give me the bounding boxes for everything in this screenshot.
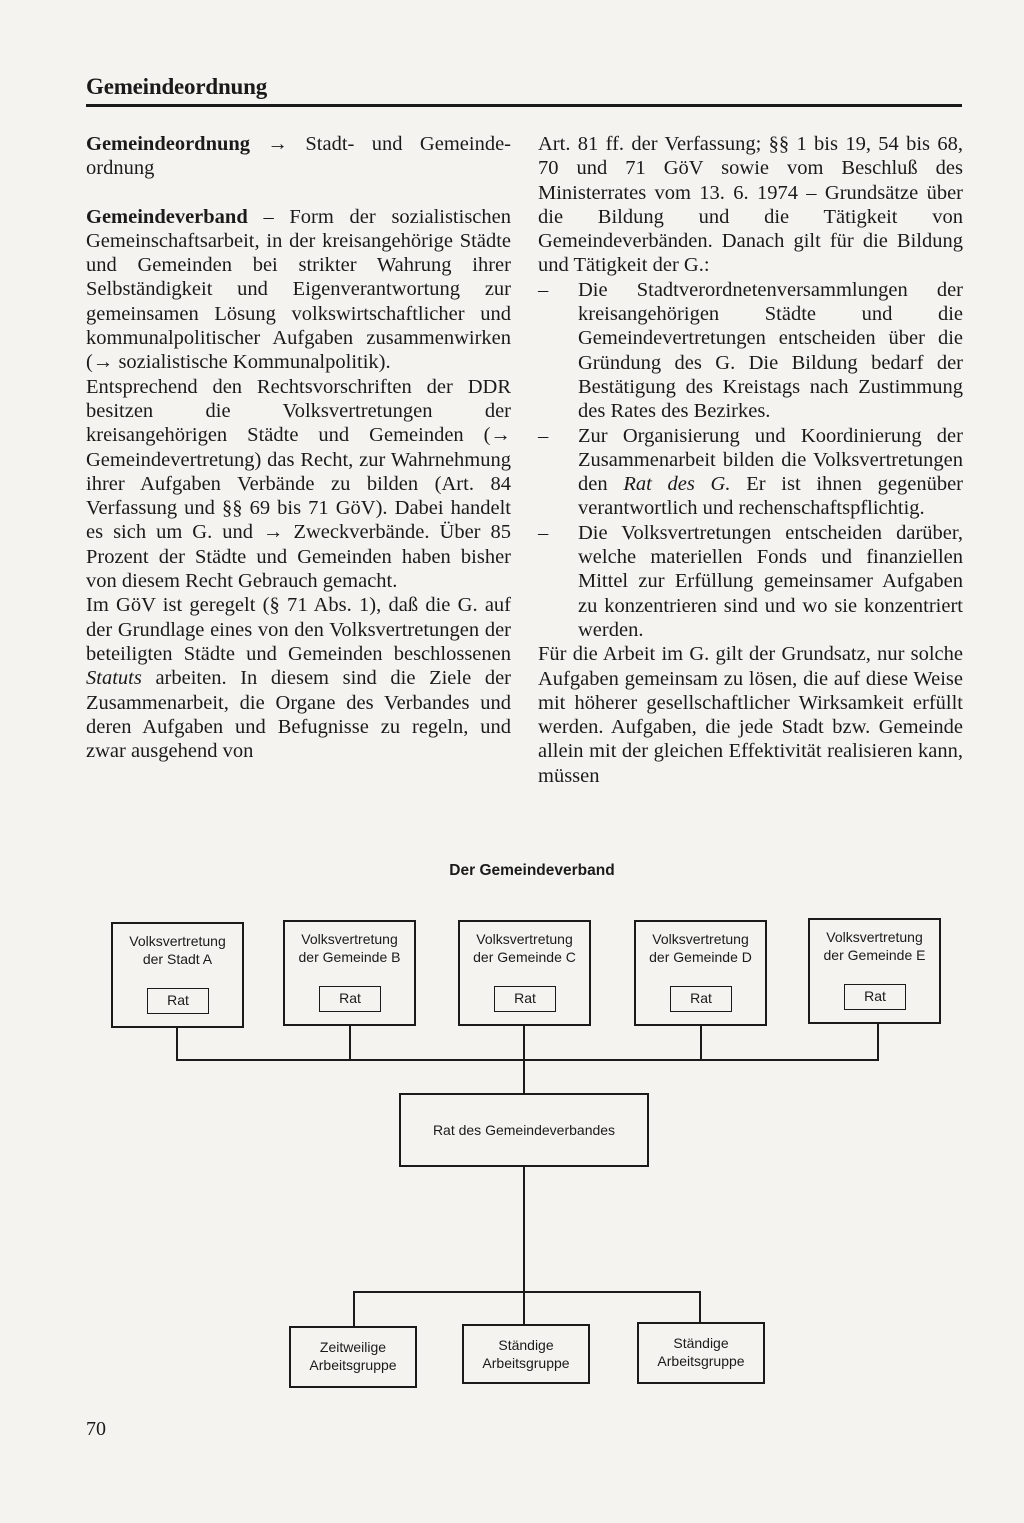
rat-box: Rat (319, 986, 381, 1012)
connector-line (877, 1022, 879, 1060)
text-span: arbeiten. In diesem sind die Ziele der Zusammenarbeit, die Organe des Verbandes und deren Aufgaben und Befugnisse zu regeln, und zwar ausgehend von (86, 667, 511, 763)
rat-box: Rat (670, 986, 732, 1012)
list-dash: – (538, 278, 549, 301)
connector-line (353, 1291, 701, 1293)
box-label: der Gemeinde D (649, 949, 752, 965)
connector-line (176, 1059, 879, 1061)
box-label: Ständige (673, 1335, 729, 1351)
entry-term: Gemeindeverband (86, 205, 248, 228)
paragraph: Für die Arbeit im G. gilt der Grundsatz, nur solche Aufgaben gemeinsam zu lösen, die auf diese Weise mit höherer gesellschaftlicher Wirksamkeit erfüllt werden. Aufgaben, die jede Stadt bzw. Gemeinde allein mit der gleichen Effektivität realisieren kann, müssen (538, 643, 963, 787)
connector-line (523, 1291, 525, 1325)
connector-line (349, 1024, 351, 1060)
box-label: Volksvertretung (301, 931, 398, 947)
list-item (538, 424, 963, 521)
box-gemeinde-e (808, 918, 941, 1024)
paragraph: Entsprechend den Rechtsvorschriften der DDR besitzen die Volksvertretungen der kreisangehörigen Städte und Gemeinden (→ Gemeindevertretung) das Recht, zur Wahrnehmung ihrer Aufgaben Verbände zu bilden (Art. 84 Verfassung und §§ 69 bis 71 GöV). Dabei handelt es sich um G. und → Zweckverbände. Über 85 Prozent der Städte und Gemeinden haben bisher von diesem Recht Gebrauch gemacht. (86, 375, 511, 593)
text-span: Zur Organisierung und Koordinierung der Zusammenarbeit bilden die Volksvertretungen den (578, 424, 963, 496)
text-span: Im GöV ist geregelt (§ 71 Abs. 1), daß die G. auf der Grundlage eines von den Volksvertretungen der beteiligten Städte und Gemeinden beschlossenen (86, 594, 511, 665)
page-header-title: Gemeindeordnung (86, 74, 268, 99)
box-label: Ständige (498, 1337, 554, 1353)
entry-text: → Stadt- und Gemeinde-ordnung (86, 133, 511, 180)
entry-text: – Form der sozialistischen Gemeinschaftsarbeit, in der kreisangehörige Städte und Gemeinden bei strikter Wahrung ihrer Selbständigkeit und Eigenverantwortung zur gemeinsamen Lösung volkswirtschaftlicher und kommunalpolitischer Aufgaben zusammenwirken (→ sozialistische Kommunalpolitik). (86, 205, 511, 374)
box-label: Rat des Gemeindeverbandes (432, 1122, 616, 1138)
entry-gemeindeordnung (86, 132, 511, 181)
paragraph: Art. 81 ff. der Verfassung; §§ 1 bis 19, 54 bis 68, 70 und 71 GöV sowie vom Beschluß des Ministerrates vom 13. 6. 1974 – Grundsätze über die Bildung und die Tätigkeit von Gemeindeverbänden. Danach gilt für die Bildung und Tätigkeit der G.: (538, 133, 963, 277)
box-label: Arbeitsgruppe (482, 1355, 570, 1371)
list-item (538, 278, 963, 424)
box-label: der Stadt A (142, 951, 213, 967)
box-stadt-a (111, 922, 244, 1028)
diagram-title: Der Gemeindeverband (449, 862, 615, 879)
list-item-text: Die Stadtverordnetenversammlungen der kreisangehörigen Städte und die Gemeindevertretungen entscheiden über die Gründung des G. Die Bildung bedarf der Bestätigung des Kreistags nach Zustimmung des Rates des Bezirkes. (578, 278, 963, 423)
italic-term: Statuts (86, 667, 142, 690)
box-label: Zeitweilige (319, 1339, 387, 1355)
paragraph (86, 593, 511, 763)
page-number: 70 (86, 1418, 106, 1440)
box-arbeitsgruppe (289, 1326, 417, 1388)
connector-line (700, 1024, 702, 1060)
connector-line (176, 1026, 178, 1060)
box-label: Volksvertretung (826, 929, 923, 945)
box-label: Volksvertretung (129, 933, 226, 949)
list-dash: – (538, 521, 549, 544)
rat-box: Rat (147, 988, 209, 1014)
center-box (399, 1093, 649, 1167)
header-rule (86, 104, 962, 107)
left-column (86, 132, 511, 763)
rat-box: Rat (494, 986, 556, 1012)
connector-line (699, 1291, 701, 1323)
box-label: Volksvertretung (652, 931, 749, 947)
box-label: Arbeitsgruppe (309, 1357, 397, 1373)
box-gemeinde-c (458, 920, 591, 1026)
list-dash: – (538, 424, 549, 447)
right-column (538, 132, 963, 788)
connector-line (523, 1166, 525, 1292)
box-gemeinde-b (283, 920, 416, 1026)
entry-gemeindeverband (86, 205, 511, 375)
connector-line (353, 1291, 355, 1327)
list-item-text: Die Volksvertretungen entscheiden darüber, welche materiellen Fonds und finanziellen Mittel zur Erfüllung gemeinsamer Aufgaben zu konzentrieren sind und wo sie konzentriert werden. (578, 521, 963, 641)
italic-term: Rat des G. (623, 473, 731, 496)
box-gemeinde-d (634, 920, 767, 1026)
box-arbeitsgruppe (637, 1322, 765, 1384)
entry-term: Gemeindeordnung (86, 133, 251, 155)
list-item-text (578, 424, 963, 521)
box-arbeitsgruppe (462, 1324, 590, 1384)
rat-box: Rat (844, 984, 906, 1010)
box-label: Volksvertretung (476, 931, 573, 947)
box-label: der Gemeinde B (298, 949, 401, 965)
list-item (538, 521, 963, 642)
box-label: der Gemeinde E (823, 947, 926, 963)
box-label: Arbeitsgruppe (657, 1353, 745, 1369)
text-span: Er ist ihnen gegenüber verantwortlich und rechenschaftspflichtig. (578, 473, 964, 520)
box-label: der Gemeinde C (473, 949, 576, 965)
